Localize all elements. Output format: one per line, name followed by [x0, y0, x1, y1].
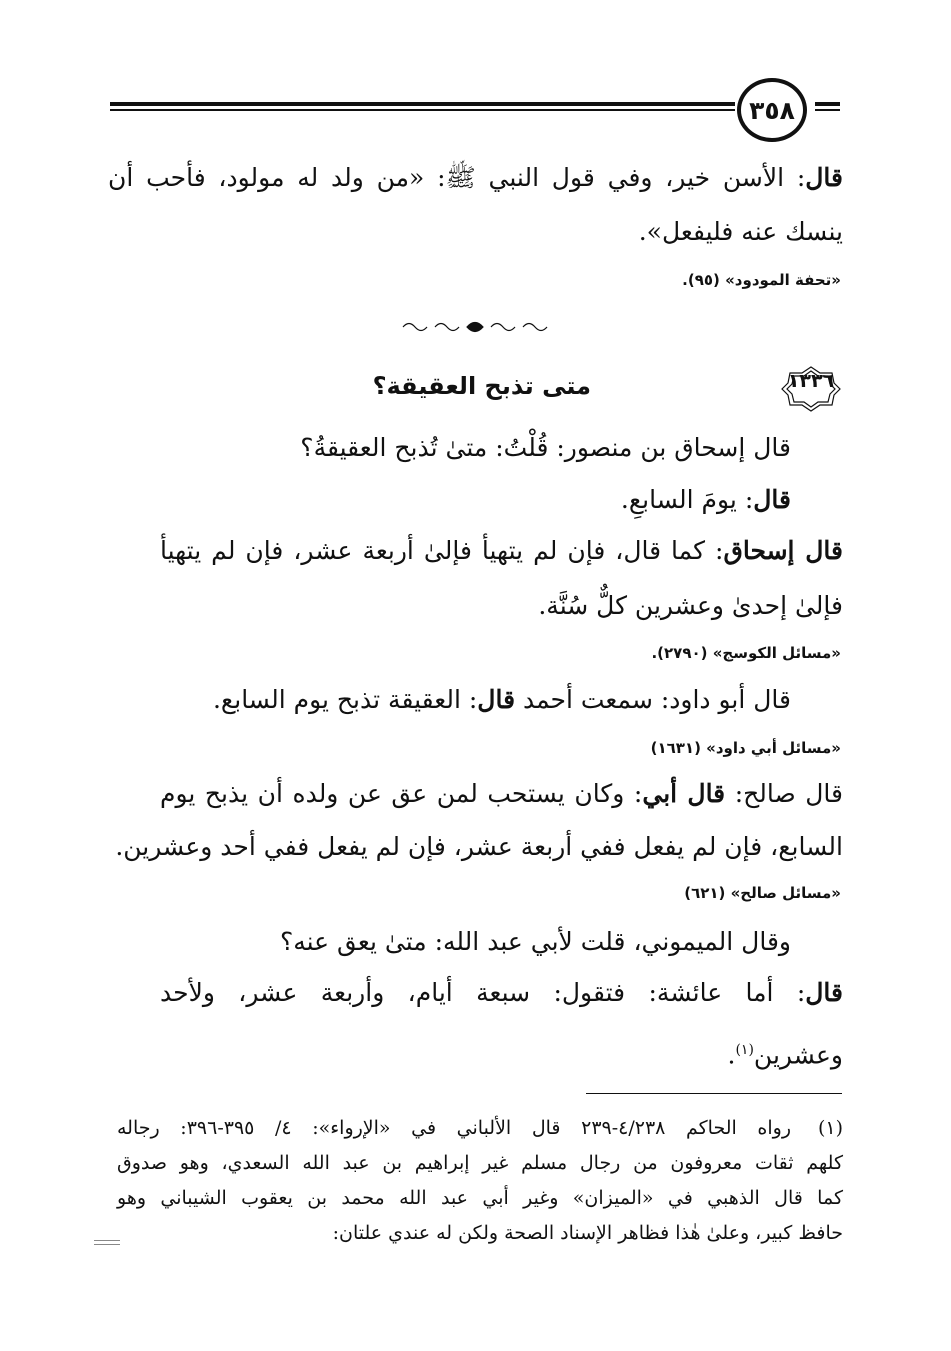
- body-line: [160, 774, 843, 814]
- footnote-line: كلهم ثقات معروفون من رجال مسلم غير إبراهيم بن عبد الله السعدي، وهو صدوق: [117, 1152, 843, 1174]
- footnote-line: كما قال الذهبي في «الميزان» وغير أبي عبد الله محمد بن يعقوب الشيباني وهو: [117, 1187, 843, 1209]
- body-line: [160, 973, 843, 1013]
- speaker-label: قال: [805, 163, 843, 192]
- body-text: قال أبو داود: سمعت أحمد: [515, 685, 791, 714]
- body-line: ينسك عنه فليفعل».: [638, 217, 843, 246]
- body-text: وعشرين: [753, 1040, 843, 1070]
- page-number-badge: [737, 78, 807, 142]
- speaker-label: قال: [805, 978, 843, 1007]
- body-text: : أما عائشة: فتقول: سبعة أيام، وأربعة عشر، ولأحد: [160, 978, 806, 1007]
- source-citation: «مسائل صالح» (٦٢١): [684, 884, 841, 902]
- header-tail-rule: [815, 102, 840, 106]
- header-rule: [110, 102, 735, 106]
- body-line: [213, 680, 791, 720]
- body-text: : العقيقة تذبح يوم السابع.: [212, 685, 478, 714]
- speaker-label: قال: [477, 685, 516, 714]
- source-citation: «تحفة المودود» (٩٥).: [682, 271, 841, 289]
- speaker-label: قال أبي: [642, 779, 726, 808]
- footnote-separator: [586, 1093, 842, 1094]
- body-line: وقال الميموني، قلت لأبي عبد الله: متىٰ يعق عنه؟: [279, 927, 791, 956]
- body-line: السابع، فإن لم يفعل ففي أربعة عشر، فإن لم يفعل ففي أحد وعشرين.: [115, 832, 843, 861]
- body-line: [108, 158, 843, 198]
- body-text: .: [727, 1040, 736, 1070]
- footnote-line: حافظ كبير، وعلىٰ هٰذا فظاهر الإسناد الصحة ولكن له عندي علتان:: [332, 1222, 843, 1244]
- chapter-number: ١٣٣٦: [787, 370, 835, 392]
- page-number: ٣٥٨: [749, 95, 795, 125]
- footnote-line: رواه الحاكم ٤/٢٣٨-٢٣٩ قال الألباني في «الإرواء»: ٤/ ٣٩٥-٣٩٦: رجاله: [117, 1117, 791, 1139]
- header-rule-thin: [110, 109, 735, 111]
- footnote-reference[interactable]: (١): [735, 1042, 754, 1058]
- ornament-divider: [395, 316, 555, 338]
- body-text: : كما قال، فإن لم يتهيأ فإلىٰ أربعة عشر، فإن لم يتهيأ: [160, 536, 724, 565]
- body-text: : الأسن خير، وفي قول النبي ﷺ: «من ولد له مولود، فأحب أن: [108, 163, 806, 192]
- body-text: : وكان يستحب لمن عق عن ولده أن يذبح يوم: [160, 779, 643, 808]
- body-line: قال إسحاق بن منصور: قُلْتُ: متىٰ تُذبح العقيقةُ؟: [300, 433, 791, 462]
- speaker-label: قال إسحاق: [723, 536, 843, 565]
- body-line: [160, 531, 843, 571]
- body-text: قال صالح:: [725, 779, 843, 808]
- body-line: [108, 1030, 843, 1075]
- body-text: : يومَ السابعِ.: [620, 485, 754, 514]
- header-tail-rule-thin: [815, 109, 840, 111]
- footnote-marker: (١): [817, 1117, 843, 1139]
- body-line: فإلىٰ إحدىٰ وعشرين كلٌّ سُنَّة.: [538, 591, 843, 620]
- source-citation: «مسائل أبي داود» (١٦٣١): [650, 739, 841, 757]
- margin-mark: [94, 1240, 120, 1248]
- source-citation: «مسائل الكوسج» (٢٧٩٠).: [651, 644, 841, 662]
- body-line: [621, 480, 791, 520]
- chapter-title: متى تذبح العقيقة؟: [372, 372, 591, 400]
- speaker-label: قال: [753, 485, 791, 514]
- page-header: [110, 70, 840, 150]
